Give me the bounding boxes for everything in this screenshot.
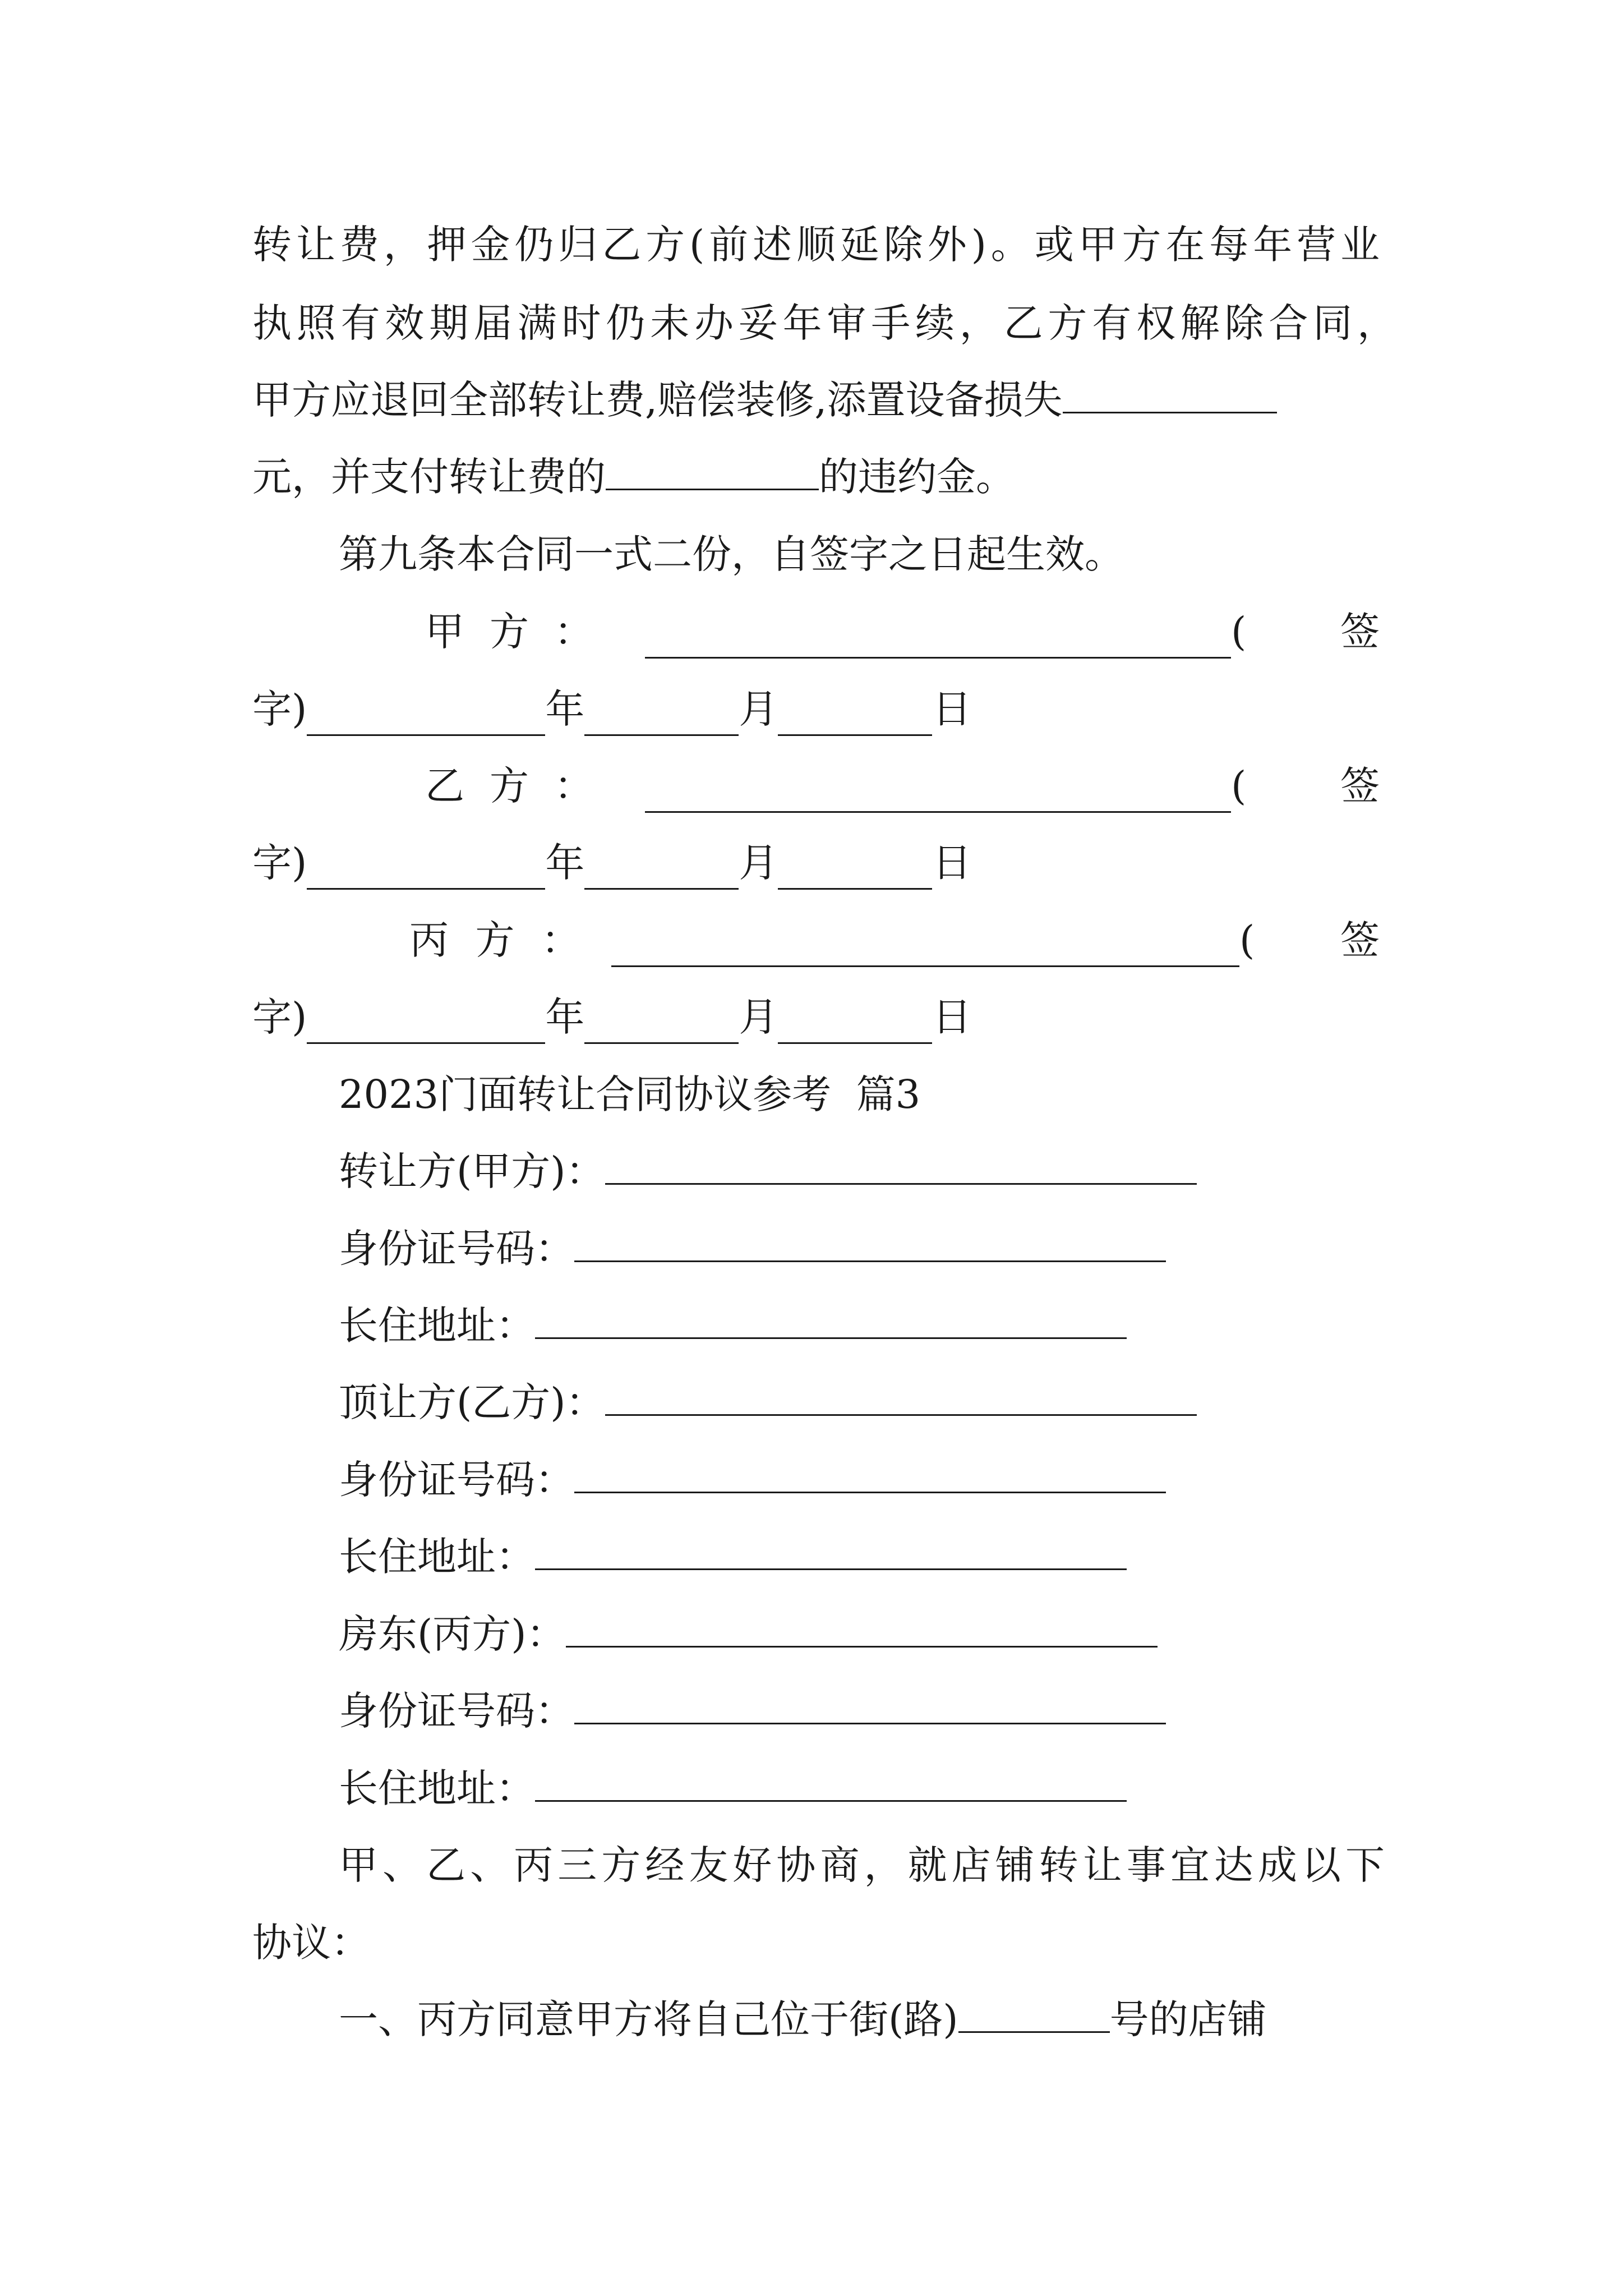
field-transferee [339,1375,1197,1429]
clause-text: 号的店铺 [1109,1996,1267,2042]
article-9: 第九条本合同一式二份，自签字之日起生效。 [339,531,1124,577]
field-label: 身份证号码： [339,1688,574,1734]
signature-date-b: 字) 年 月 日 [252,836,971,890]
paragraph-text: 甲方应退回全部转让费,赔偿装修,添置设备损失 [252,377,1063,423]
field-transferor [339,1144,1197,1198]
field-blank [566,1611,1158,1648]
date-year-blank [307,1007,545,1044]
paragraph-line: 执照有效期届满时仍未办妥年审手续，乙方有权解除合同， [252,300,1396,346]
field-blank [535,1765,1127,1802]
field-blank [535,1303,1127,1339]
field-id-number [339,1222,1166,1276]
field-id-number [339,1684,1166,1738]
field-address [339,1761,1127,1815]
field-label: 长住地址： [339,1765,535,1811]
signature-line [645,622,1231,659]
field-label: 身份证号码： [339,1457,574,1503]
date-month-blank [584,1007,739,1044]
agreement-intro-line: 甲、乙、丙三方经友好协商，就店铺转让事宜达成以下 [339,1842,1385,1888]
date-day-blank [778,1007,932,1044]
paragraph-line: 转让费，押金仍归乙方(前述顺延除外)。或甲方在每年营业 [252,222,1380,268]
field-address [339,1530,1127,1584]
field-blank [605,1379,1197,1416]
blank-street-number [958,1996,1110,2033]
section-title: 2023门面转让合同协议参考 篇3 [339,1071,921,1117]
blank-percent [606,454,819,490]
field-blank [574,1457,1166,1493]
clause-1 [339,1993,1267,2046]
field-blank [535,1534,1127,1570]
signature-party-b: 乙 方 ： ( 签 [252,759,1380,813]
field-label: 房东(丙方)： [339,1611,566,1657]
agreement-intro-line: 协议： [252,1920,370,1966]
field-label: 身份证号码： [339,1226,574,1272]
signature-date-c: 字) 年 月 日 [252,990,971,1044]
field-blank [574,1688,1166,1724]
signature-party-a: 甲 方 ： ( 签 [252,605,1380,659]
party-name: 甲 [425,609,464,655]
blank-amount [1063,377,1277,413]
field-label: 长住地址： [339,1534,535,1580]
field-id-number [339,1453,1166,1507]
date-year-blank [307,853,545,890]
party-name: 乙 [425,763,464,809]
date-day-blank [778,700,932,736]
party-name: 丙 [409,917,449,963]
paragraph-line [252,450,1402,504]
field-label: 顶让方(乙方)： [339,1379,605,1425]
date-month-blank [584,700,739,736]
signature-date-a: 字) 年 月 日 [252,682,971,736]
field-label: 转让方(甲方)： [339,1148,605,1194]
paragraph-text: 元，并支付转让费的 [252,454,606,500]
clause-text: 一、丙方同意甲方将自己位于街(路) [339,1996,958,2042]
signature-line [645,776,1231,813]
date-day-blank [778,853,932,890]
date-month-blank [584,853,739,890]
signature-line [611,931,1239,967]
signature-party-c: 丙 方 ： ( 签 [252,913,1380,967]
field-address [339,1299,1127,1352]
field-blank [605,1148,1197,1185]
date-year-blank [307,700,545,736]
paragraph-line [252,373,1402,427]
paragraph-text: 的违约金。 [819,454,1015,500]
field-label: 长住地址： [339,1303,535,1349]
field-landlord [339,1607,1158,1661]
field-blank [574,1226,1166,1262]
